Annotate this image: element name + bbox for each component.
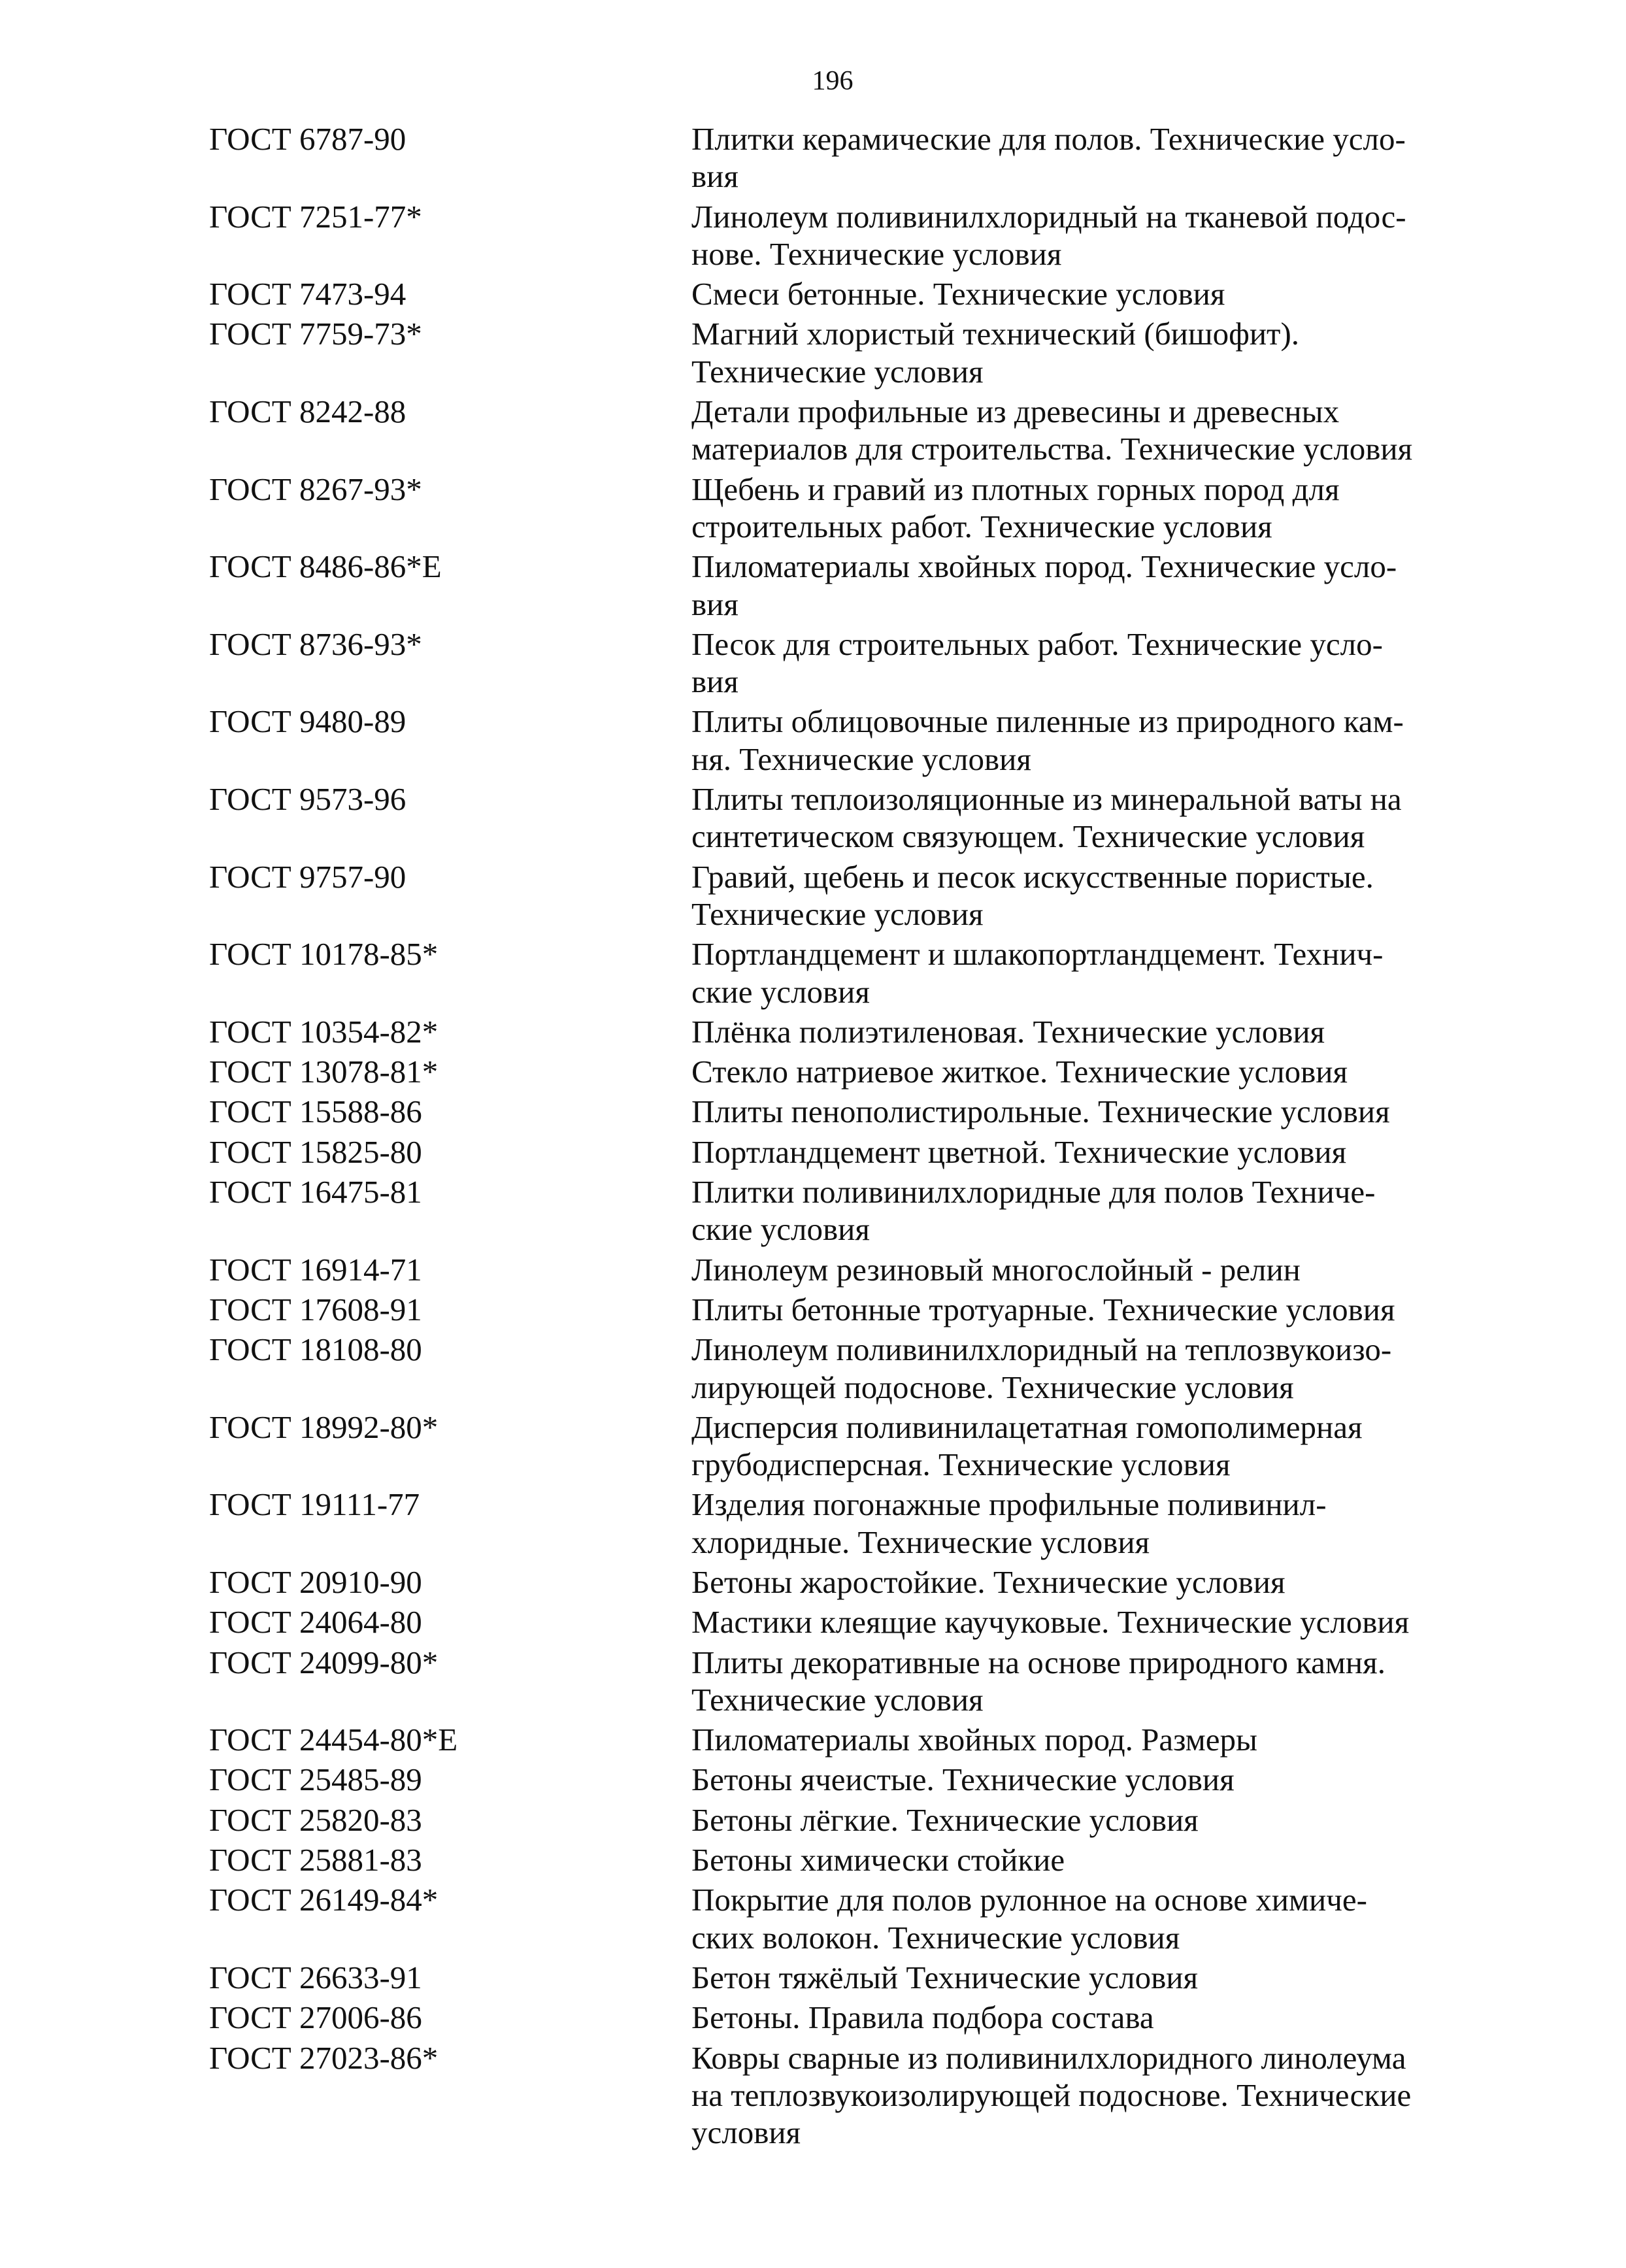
standard-title: Щебень и гравий из плотных горных пород для строительных работ. Технические условия [691,471,1340,544]
standard-code: ГОСТ 8242-88 [209,393,406,430]
standard-code: ГОСТ 24099-80* [209,1644,439,1680]
standard-entry [209,935,1451,1010]
standard-entry [209,1881,1451,1956]
standard-entry [209,1093,1451,1130]
standard-code: ГОСТ 7759-73* [209,316,422,352]
standard-entry [209,1013,1451,1050]
standard-title: Бетон тяжёлый Технические условия [691,1959,1198,1995]
standard-title: Плиты декоративные на основе природного камня. Технические условия [691,1644,1385,1718]
standard-code: ГОСТ 20910-90 [209,1563,422,1600]
standard-entry [209,1999,1451,2036]
standard-code: ГОСТ 7251-77* [209,198,422,235]
standard-title: Смеси бетонные. Технические условия [691,276,1225,312]
standard-code: ГОСТ 24454-80*Е [209,1722,458,1758]
standard-title: Бетоны лёгкие. Технические условия [691,1801,1199,1838]
standard-code: ГОСТ 10354-82* [209,1013,439,1050]
standard-entry [209,1959,1451,1996]
standard-entry [209,198,1451,273]
standard-entry [209,315,1451,390]
standard-entry [209,393,1451,468]
standard-title: Портландцемент и шлакопортландцемент. Технич- ские условия [691,936,1384,1010]
standard-code: ГОСТ 18108-80 [209,1331,422,1368]
standard-code: ГОСТ 8736-93* [209,625,422,662]
standard-entry [209,1603,1451,1641]
standard-code: ГОСТ 25820-83 [209,1801,422,1838]
standard-title: Бетоны ячеистые. Технические условия [691,1761,1235,1798]
standard-title: Плитки керамические для полов. Технические усло- вия [691,121,1406,195]
standard-code: ГОСТ 15588-86 [209,1093,422,1130]
standard-entry [209,1761,1451,1798]
standard-title: Плиты пенополистирольные. Технические условия [691,1093,1390,1130]
standard-entry [209,703,1451,778]
standard-code: ГОСТ 9480-89 [209,703,406,740]
standard-entry [209,471,1451,546]
standard-entry [209,548,1451,623]
standard-entry [209,1563,1451,1601]
standard-code: ГОСТ 8267-93* [209,471,422,507]
standard-code: ГОСТ 19111-77 [209,1486,420,1523]
standard-title: Гравий, щебень и песок искусственные пористые. Технические условия [691,858,1374,932]
standard-entry [209,625,1451,701]
standard-title: Пиломатериалы хвойных пород. Размеры [691,1722,1257,1758]
standard-entry [209,780,1451,856]
standard-title: Плиты облицовочные пиленные из природного кам- ня. Технические условия [691,703,1404,777]
standard-title: Дисперсия поливинилацетатная гомополимерная грубодисперсная. Технические условия [691,1409,1363,1483]
standard-code: ГОСТ 9757-90 [209,858,406,895]
standard-title: Линолеум поливинилхлоридный на теплозвукоизо- лирующей подоснове. Технические условия [691,1331,1392,1405]
standard-code: ГОСТ 25881-83 [209,1842,422,1878]
standard-entry [209,1486,1451,1561]
standard-title: Изделия погонажные профильные поливинил- хлоридные. Технические условия [691,1486,1327,1560]
standards-list [209,120,1451,2154]
standard-code: ГОСТ 25485-89 [209,1761,422,1798]
standard-title: Стекло натриевое житкое. Технические условия [691,1054,1348,1090]
standard-entry [209,1291,1451,1328]
standard-title: Портландцемент цветной. Технические условия [691,1133,1347,1170]
standard-entry [209,275,1451,312]
standard-title: Линолеум резиновый многослойный - релин [691,1251,1301,1288]
standard-title: Плитки поливинилхлоридные для полов Техниче- ские условия [691,1174,1376,1248]
standard-entry [209,1053,1451,1090]
standard-entry [209,120,1451,195]
standard-title: Плиты теплоизоляционные из минеральной ваты на синтетическом связующем. Технические условия [691,781,1402,855]
standard-code: ГОСТ 17608-91 [209,1291,422,1327]
standard-entry [209,1841,1451,1878]
standard-title: Песок для строительных работ. Технические усло- вия [691,625,1383,700]
standard-entry [209,1721,1451,1758]
standard-code: ГОСТ 10178-85* [209,936,439,973]
standard-title: Мастики клеящие каучуковые. Технические условия [691,1604,1410,1641]
standard-entry [209,1251,1451,1288]
standard-entry [209,858,1451,933]
standard-title: Плиты бетонные тротуарные. Технические условия [691,1291,1395,1327]
standard-code: ГОСТ 7473-94 [209,276,406,312]
standard-title: Покрытие для полов рулонное на основе химиче- ских волокон. Технические условия [691,1882,1367,1956]
standard-code: ГОСТ 27006-86 [209,1999,422,2036]
standard-entry [209,1801,1451,1839]
standard-entry [209,1409,1451,1484]
standard-title: Ковры сварные из поливинилхлоридного линолеума на теплозвукоизолирующей подоснове. Технические условия [691,2039,1412,2151]
standard-entry [209,2039,1451,2152]
standard-code: ГОСТ 26633-91 [209,1959,422,1995]
standard-entry [209,1133,1451,1171]
standard-entry [209,1644,1451,1719]
standard-title: Пиломатериалы хвойных пород. Технические усло- вия [691,548,1397,622]
standard-code: ГОСТ 15825-80 [209,1133,422,1170]
standard-title: Детали профильные из древесины и древесных материалов для строительства. Технические условия [691,393,1413,467]
standard-title: Линолеум поливинилхлоридный на тканевой подос- нове. Технические условия [691,198,1406,272]
standard-code: ГОСТ 9573-96 [209,781,406,818]
standard-code: ГОСТ 13078-81* [209,1054,439,1090]
standard-title: Бетоны. Правила подбора состава [691,1999,1154,2036]
standard-title: Магний хлористый технический (бишофит). Технические условия [691,316,1300,390]
standard-title: Бетоны жаростойкие. Технические условия [691,1563,1286,1600]
standard-code: ГОСТ 6787-90 [209,121,406,157]
standard-code: ГОСТ 16475-81 [209,1174,422,1210]
standard-code: ГОСТ 27023-86* [209,2039,439,2076]
page-number: 196 [812,66,854,96]
standard-entry [209,1173,1451,1248]
standard-code: ГОСТ 26149-84* [209,1882,439,1918]
standard-entry [209,1331,1451,1406]
standard-title: Бетоны химически стойкие [691,1842,1065,1878]
standard-code: ГОСТ 8486-86*Е [209,548,442,585]
standard-code: ГОСТ 18992-80* [209,1409,439,1445]
standard-code: ГОСТ 16914-71 [209,1251,422,1288]
standard-title: Плёнка полиэтиленовая. Технические условия [691,1013,1325,1050]
standard-code: ГОСТ 24064-80 [209,1604,422,1641]
